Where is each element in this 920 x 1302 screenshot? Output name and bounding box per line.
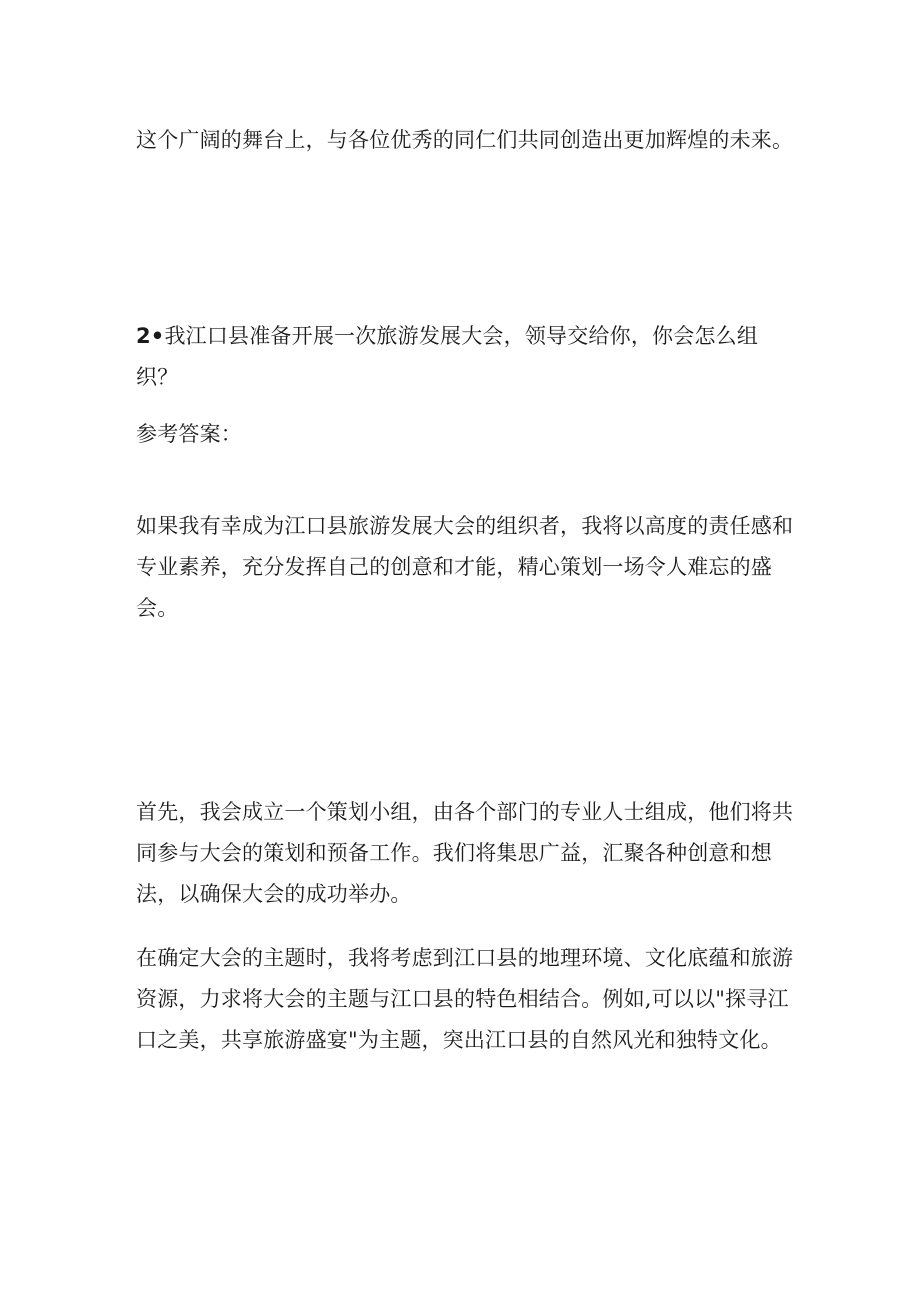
paragraph-intro: 如果我有幸成为江口县旅游发展大会的组织者，我将以高度的责任感和专业素养，充分发挥自己的创意和才能，精心策划一场令人难忘的盛会。 [136,514,794,620]
paragraph-theme: 在确定大会的主题时，我将考虑到江口县的地理环境、文化底蕴和旅游资源，力求将大会的主题与江口县的特色相结合。例如,可以以"探寻江口之美，共享旅游盛宴"为主题，突出江口县的自然风光和独特文化。 [136,946,794,1052]
answer-label: 参考答案： [136,422,242,446]
paragraph-closing-line: 这个广阔的舞台上，与各位优秀的同仁们共同创造出更加辉煌的未来。 [136,128,794,152]
paragraph-planning-team: 首先，我会成立一个策划小组，由各个部门的专业人士组成，他们将共同参与大会的策划和预备工作。我们将集思广益，汇聚各种创意和想法，以确保大会的成功举办。 [136,800,794,906]
question-text: 我江口县准备开展一次旅游发展大会，领导交给你，你会怎么组织？ [136,324,759,389]
question-heading [136,316,796,398]
question-number: 2• [136,324,165,348]
